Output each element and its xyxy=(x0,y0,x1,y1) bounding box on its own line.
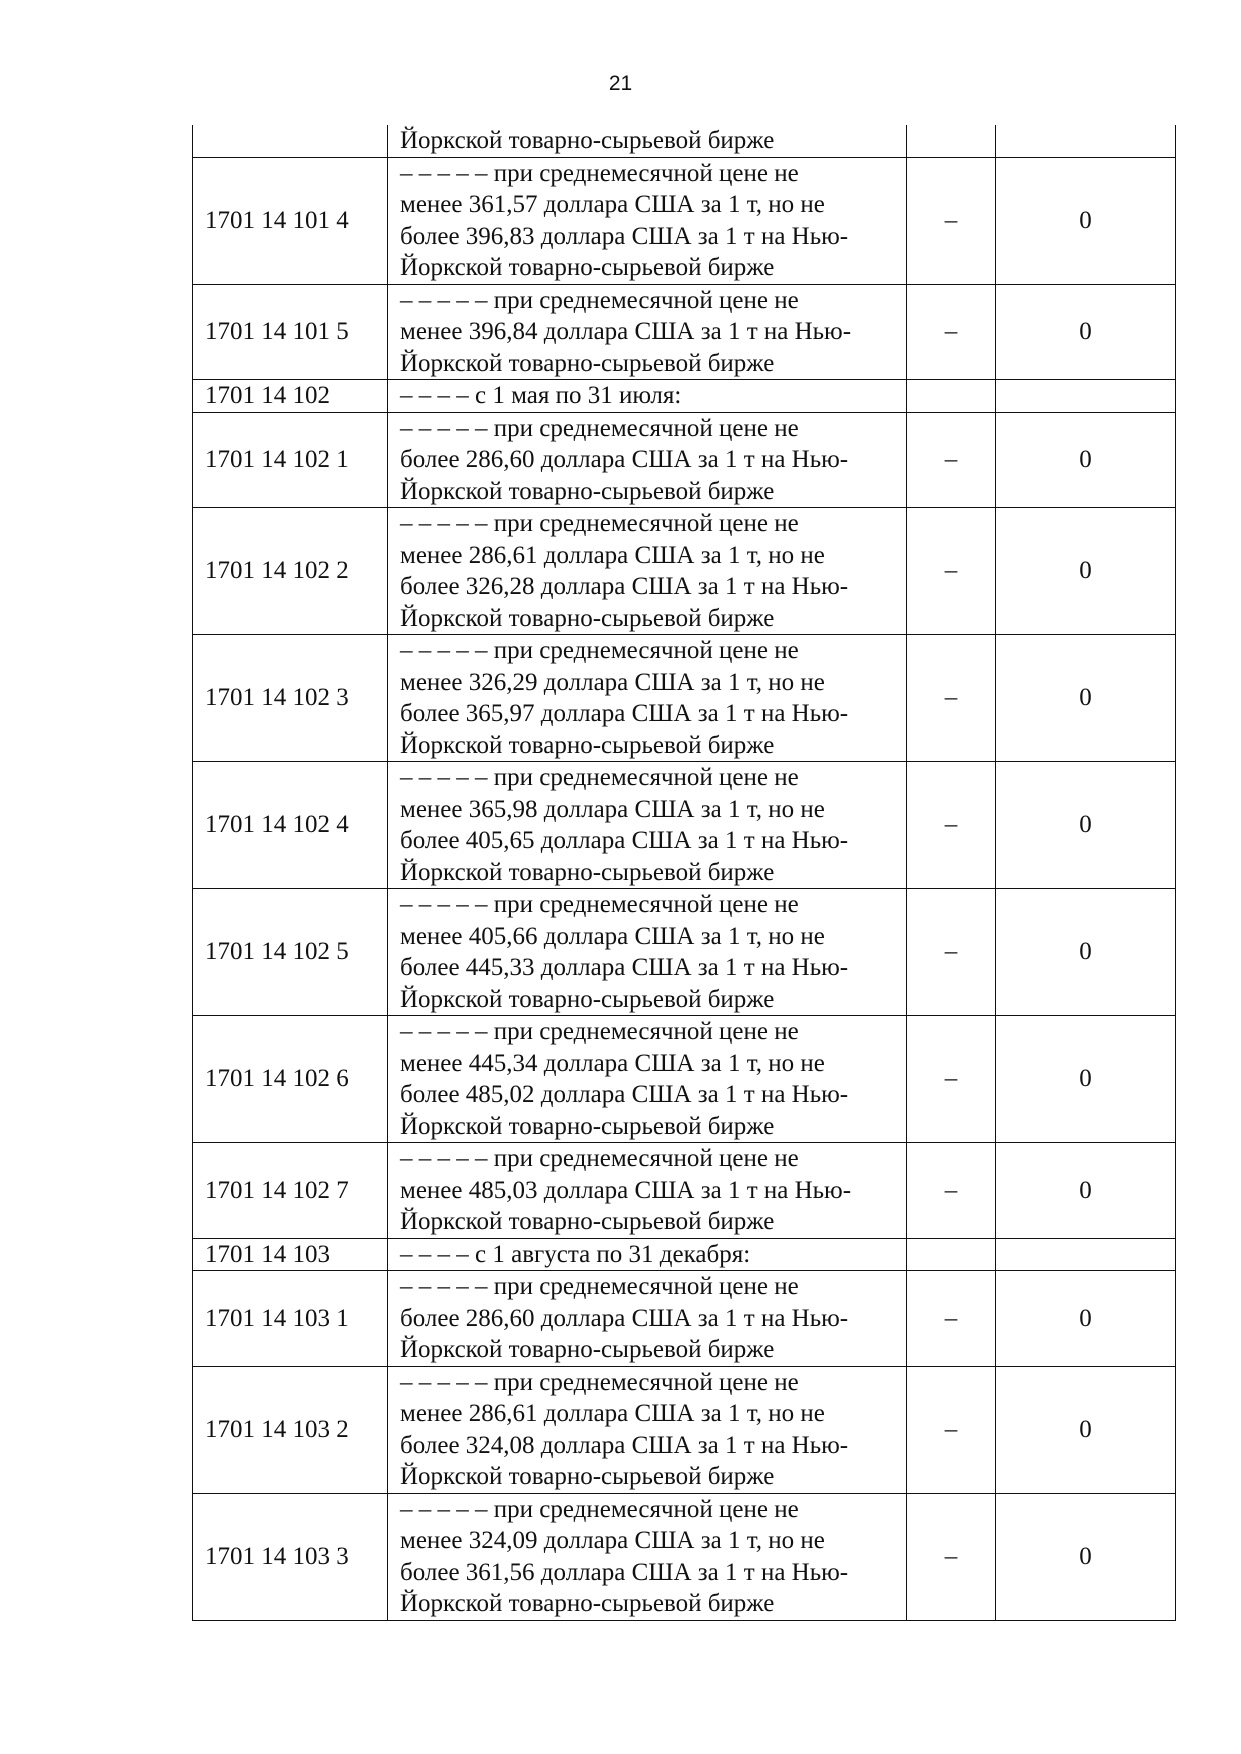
table-row xyxy=(193,157,1176,284)
description-cell xyxy=(388,380,907,413)
description-cell xyxy=(388,412,907,508)
description-cell xyxy=(388,762,907,889)
description-cell xyxy=(388,125,907,157)
description-cell xyxy=(388,284,907,380)
description-line: – – – – – при среднемесячной цене не xyxy=(400,1273,799,1300)
tariff-code-cell: 1701 14 102 3 xyxy=(193,635,388,762)
unit-cell: – xyxy=(907,157,996,284)
description-line: более 326,28 доллара США за 1 т на Нью- xyxy=(400,573,849,600)
tariff-code-cell xyxy=(193,125,388,157)
duty-rate-cell: 0 xyxy=(996,1493,1176,1620)
description-cell xyxy=(388,1271,907,1367)
description-line: – – – – – при среднемесячной цене не xyxy=(400,637,799,664)
description-line: – – – – – при среднемесячной цене не xyxy=(400,159,799,187)
description-line: Йоркской товарно-сырьевой бирже xyxy=(400,1112,775,1140)
table-row xyxy=(193,508,1176,635)
tariff-code-cell: 1701 14 102 2 xyxy=(193,508,388,635)
description-line: менее 405,66 доллара США за 1 т, но не xyxy=(400,922,825,950)
table-row xyxy=(193,284,1176,380)
description-line: менее 361,57 доллара США за 1 т, но не xyxy=(400,191,825,218)
description-line: – – – – – при среднемесячной цене не xyxy=(400,1018,799,1045)
duty-rate-cell: 0 xyxy=(996,1016,1176,1143)
unit-cell: – xyxy=(907,1493,996,1620)
tariff-code-cell: 1701 14 102 6 xyxy=(193,1016,388,1143)
description-line: более 405,65 доллара США за 1 т на Нью- xyxy=(400,827,849,854)
description-cell xyxy=(388,1366,907,1493)
description-line: более 445,33 доллара США за 1 т на Нью- xyxy=(400,954,849,981)
table-row xyxy=(193,1016,1176,1143)
table-row xyxy=(193,635,1176,762)
table-row xyxy=(193,1143,1176,1239)
tariff-code-cell: 1701 14 103 xyxy=(193,1238,388,1271)
description-cell xyxy=(388,635,907,762)
duty-rate-cell xyxy=(996,1238,1176,1271)
description-line: Йоркской товарно-сырьевой бирже xyxy=(400,604,775,632)
duty-rate-cell: 0 xyxy=(996,1143,1176,1239)
description-line: Йоркской товарно-сырьевой бирже xyxy=(400,1208,775,1235)
tariff-code-cell: 1701 14 101 5 xyxy=(193,284,388,380)
description-line: менее 485,03 доллара США за 1 т на Нью- xyxy=(400,1176,852,1204)
duty-rate-cell: 0 xyxy=(996,1366,1176,1493)
table-row xyxy=(193,1271,1176,1367)
unit-cell: – xyxy=(907,508,996,635)
description-line: менее 365,98 доллара США за 1 т, но не xyxy=(400,795,825,823)
table-row xyxy=(193,125,1176,157)
description-line: более 286,60 доллара США за 1 т на Нью- xyxy=(400,446,849,473)
description-line: – – – – с 1 мая по 31 июля: xyxy=(400,382,682,409)
tariff-code-cell: 1701 14 103 1 xyxy=(193,1271,388,1367)
tariff-code-cell: 1701 14 102 1 xyxy=(193,412,388,508)
description-line: – – – – с 1 августа по 31 декабря: xyxy=(400,1240,751,1268)
table-row xyxy=(193,1493,1176,1620)
description-line: – – – – – при среднемесячной цене не xyxy=(400,764,799,791)
description-line: более 485,02 доллара США за 1 т на Нью- xyxy=(400,1081,849,1108)
tariff-table xyxy=(192,125,1176,1621)
duty-rate-cell xyxy=(996,125,1176,157)
tariff-code-cell: 1701 14 102 xyxy=(193,380,388,413)
unit-cell: – xyxy=(907,889,996,1016)
duty-rate-cell: 0 xyxy=(996,889,1176,1016)
description-line: более 396,83 доллара США за 1 т на Нью- xyxy=(400,222,849,250)
tariff-code-cell: 1701 14 102 7 xyxy=(193,1143,388,1239)
description-line: Йоркской товарно-сырьевой бирже xyxy=(400,1463,775,1490)
description-cell xyxy=(388,1143,907,1239)
description-line: более 324,08 доллара США за 1 т на Нью- xyxy=(400,1431,849,1459)
duty-rate-cell: 0 xyxy=(996,635,1176,762)
unit-cell: – xyxy=(907,1271,996,1367)
unit-cell: – xyxy=(907,1143,996,1239)
description-line: более 361,56 доллара США за 1 т на Нью- xyxy=(400,1558,849,1586)
description-line: Йоркской товарно-сырьевой бирже xyxy=(400,731,775,759)
duty-rate-cell: 0 xyxy=(996,157,1176,284)
duty-rate-cell: 0 xyxy=(996,1271,1176,1367)
description-cell xyxy=(388,889,907,1016)
description-line: Йоркской товарно-сырьевой бирже xyxy=(400,127,775,154)
tariff-table-body xyxy=(193,125,1176,1620)
description-line: Йоркской товарно-сырьевой бирже xyxy=(400,858,775,886)
table-row xyxy=(193,889,1176,1016)
tariff-code-cell: 1701 14 101 4 xyxy=(193,157,388,284)
description-line: менее 286,61 доллара США за 1 т, но не xyxy=(400,541,825,569)
table-row xyxy=(193,380,1176,413)
duty-rate-cell: 0 xyxy=(996,412,1176,508)
description-line: более 365,97 доллара США за 1 т на Нью- xyxy=(400,700,849,727)
description-line: – – – – – при среднемесячной цене не xyxy=(400,891,799,918)
duty-rate-cell: 0 xyxy=(996,762,1176,889)
unit-cell: – xyxy=(907,635,996,762)
description-line: Йоркской товарно-сырьевой бирже xyxy=(400,1336,775,1363)
description-line: – – – – – при среднемесячной цене не xyxy=(400,1495,799,1523)
duty-rate-cell: 0 xyxy=(996,284,1176,380)
description-line: – – – – – при среднемесячной цене не xyxy=(400,510,799,537)
description-line: Йоркской товарно-сырьевой бирже xyxy=(400,477,775,505)
description-line: – – – – – при среднемесячной цене не xyxy=(400,414,799,442)
table-row xyxy=(193,1238,1176,1271)
unit-cell: – xyxy=(907,1016,996,1143)
description-line: менее 396,84 доллара США за 1 т на Нью- xyxy=(400,318,852,345)
table-row xyxy=(193,1366,1176,1493)
duty-rate-cell: 0 xyxy=(996,508,1176,635)
description-line: – – – – – при среднемесячной цене не xyxy=(400,286,799,314)
description-line: – – – – – при среднемесячной цене не xyxy=(400,1368,799,1396)
description-line: Йоркской товарно-сырьевой бирже xyxy=(400,254,775,281)
unit-cell: – xyxy=(907,762,996,889)
unit-cell: – xyxy=(907,412,996,508)
description-line: менее 286,61 доллара США за 1 т, но не xyxy=(400,1400,825,1427)
unit-cell: – xyxy=(907,284,996,380)
description-cell xyxy=(388,1016,907,1143)
description-cell xyxy=(388,157,907,284)
description-line: менее 324,09 доллара США за 1 т, но не xyxy=(400,1527,825,1554)
table-row xyxy=(193,412,1176,508)
description-cell xyxy=(388,1493,907,1620)
unit-cell: – xyxy=(907,1366,996,1493)
tariff-code-cell: 1701 14 102 4 xyxy=(193,762,388,889)
unit-cell xyxy=(907,380,996,413)
table-row xyxy=(193,762,1176,889)
description-cell xyxy=(388,508,907,635)
unit-cell xyxy=(907,125,996,157)
description-line: Йоркской товарно-сырьевой бирже xyxy=(400,1590,775,1617)
description-line: менее 445,34 доллара США за 1 т, но не xyxy=(400,1049,825,1077)
tariff-code-cell: 1701 14 103 3 xyxy=(193,1493,388,1620)
page-number: 21 xyxy=(608,72,633,95)
description-line: – – – – – при среднемесячной цене не xyxy=(400,1145,799,1172)
duty-rate-cell xyxy=(996,380,1176,413)
description-line: менее 326,29 доллара США за 1 т, но не xyxy=(400,668,825,696)
description-line: Йоркской товарно-сырьевой бирже xyxy=(400,985,775,1013)
description-line: более 286,60 доллара США за 1 т на Нью- xyxy=(400,1304,849,1332)
tariff-code-cell: 1701 14 102 5 xyxy=(193,889,388,1016)
tariff-code-cell: 1701 14 103 2 xyxy=(193,1366,388,1493)
description-cell xyxy=(388,1238,907,1271)
unit-cell xyxy=(907,1238,996,1271)
description-line: Йоркской товарно-сырьевой бирже xyxy=(400,349,775,377)
